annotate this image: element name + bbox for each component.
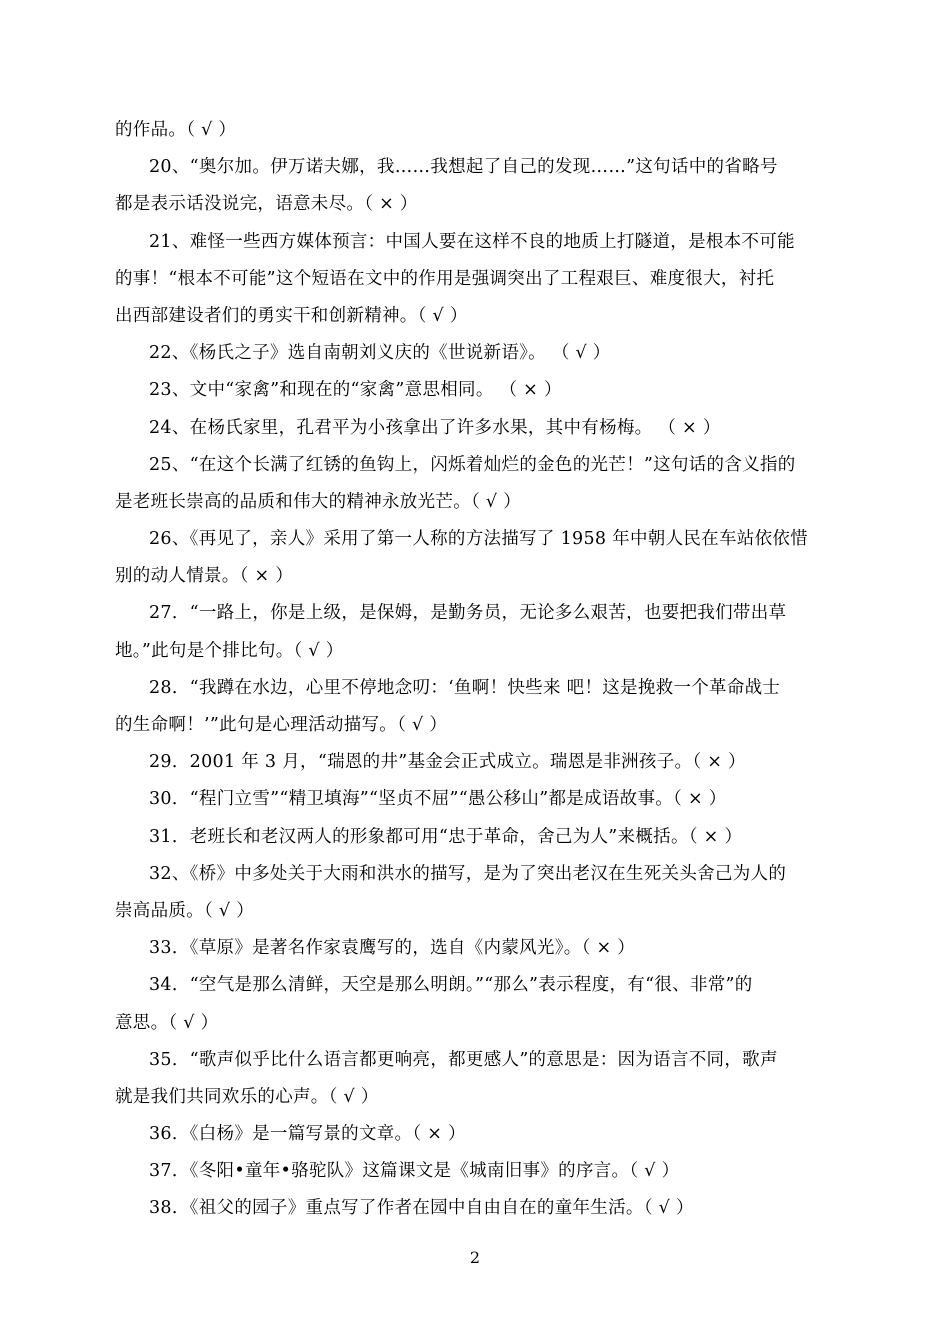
text-line: 30．“程门立雪”“精卫填海”“坚贞不屈”“愚公移山”都是成语故事。（ × ） [149,789,727,810]
document-body [115,112,837,1228]
text-line: 34．“空气是那么清鲜，天空是那么明朗。”“那么”表示程度，有“很、非常”的 [149,975,753,996]
text-line: 都是表示话没说完，语意未尽。（ × ） [115,194,418,215]
text-line: 21、难怪一些西方媒体预言：中国人要在这样不良的地质上打隧道，是根本不可能 [149,231,795,252]
text-line: 33．《草原》是著名作家袁鹰写的，选自《内蒙风光》。（ × ） [149,938,636,959]
text-line: 32、《桥》中多处关于大雨和洪水的描写，是为了突出老汉在生死关头舍己为人的 [149,863,787,884]
text-line: 36．《白杨》是一篇写景的文章。（ × ） [149,1124,466,1145]
text-line: 37．《冬阳•童年•骆驼队》这篇课文是《城南旧事》的序言。（ √ ） [149,1161,680,1182]
text-line: 28．“我蹲在水边，心里不停地念叨：‘鱼啊！快些来 吧！这是挽救一个革命战士 [149,677,781,698]
text-line: 31．老班长和老汉两人的形象都可用“忠于革命，舍己为人”来概括。（ × ） [149,826,743,847]
text-line: 20、“奥尔加。伊万诺夫娜，我……我想起了自己的发现……”这句话中的省略号 [149,157,778,178]
text-line: 23、文中“家禽”和现在的“家禽”意思相同。 （ × ） [149,380,562,401]
text-line: 的事！“根本不可能”这个短语在文中的作用是强调突出了工程艰巨、难度很大，衬托 [115,268,775,289]
text-line: 35．“歌声似乎比什么语言都更响亮，都更感人”的意思是：因为语言不同，歌声 [149,1049,778,1070]
text-line: 意思。（ √ ） [115,1012,219,1033]
text-line: 出西部建设者们的勇实干和创新精神。（ √ ） [115,305,468,326]
text-line: 的作品。（ √ ） [115,120,237,140]
text-line: 26、《再见了，亲人》采用了第一人称的方法描写了 1958 年中朝人民在车站依依惜 [149,529,808,550]
text-line: 22、《杨氏之子》选自南朝刘义庆的《世说新语》。 （ √ ） [149,343,611,364]
text-line: 24、在杨氏家里，孔君平为小孩拿出了许多水果，其中有杨梅。 （ × ） [149,417,721,438]
text-line: 29．2001 年 3 月，“瑞恩的井”基金会正式成立。瑞恩是非洲孩子。（ × ） [149,752,746,773]
text-line: 别的动人情景。（ × ） [115,566,294,587]
text-line: 27．“一路上，你是上级，是保姆，是勤务员，无论多么艰苦，也要把我们带出草 [149,603,787,624]
text-line: 25、“在这个长满了红锈的鱼钩上，闪烁着灿烂的金色的光芒！”这句话的含义指的 [149,454,796,475]
text-line: 是老班长崇高的品质和伟大的精神永放光芒。（ √ ） [115,491,522,512]
text-line: 就是我们共同欢乐的心声。（ √ ） [115,1086,379,1107]
text-line: 崇高品质。（ √ ） [115,900,255,921]
text-line: 的生命啊！’”此句是心理活动描写。（ √ ） [115,715,448,735]
page-number: 2 [469,1248,481,1267]
text-line: 地。”此句是个排比句。（ √ ） [115,640,344,661]
text-line: 38．《祖父的园子》重点写了作者在园中自由自在的童年生活。（ √ ） [149,1198,694,1219]
